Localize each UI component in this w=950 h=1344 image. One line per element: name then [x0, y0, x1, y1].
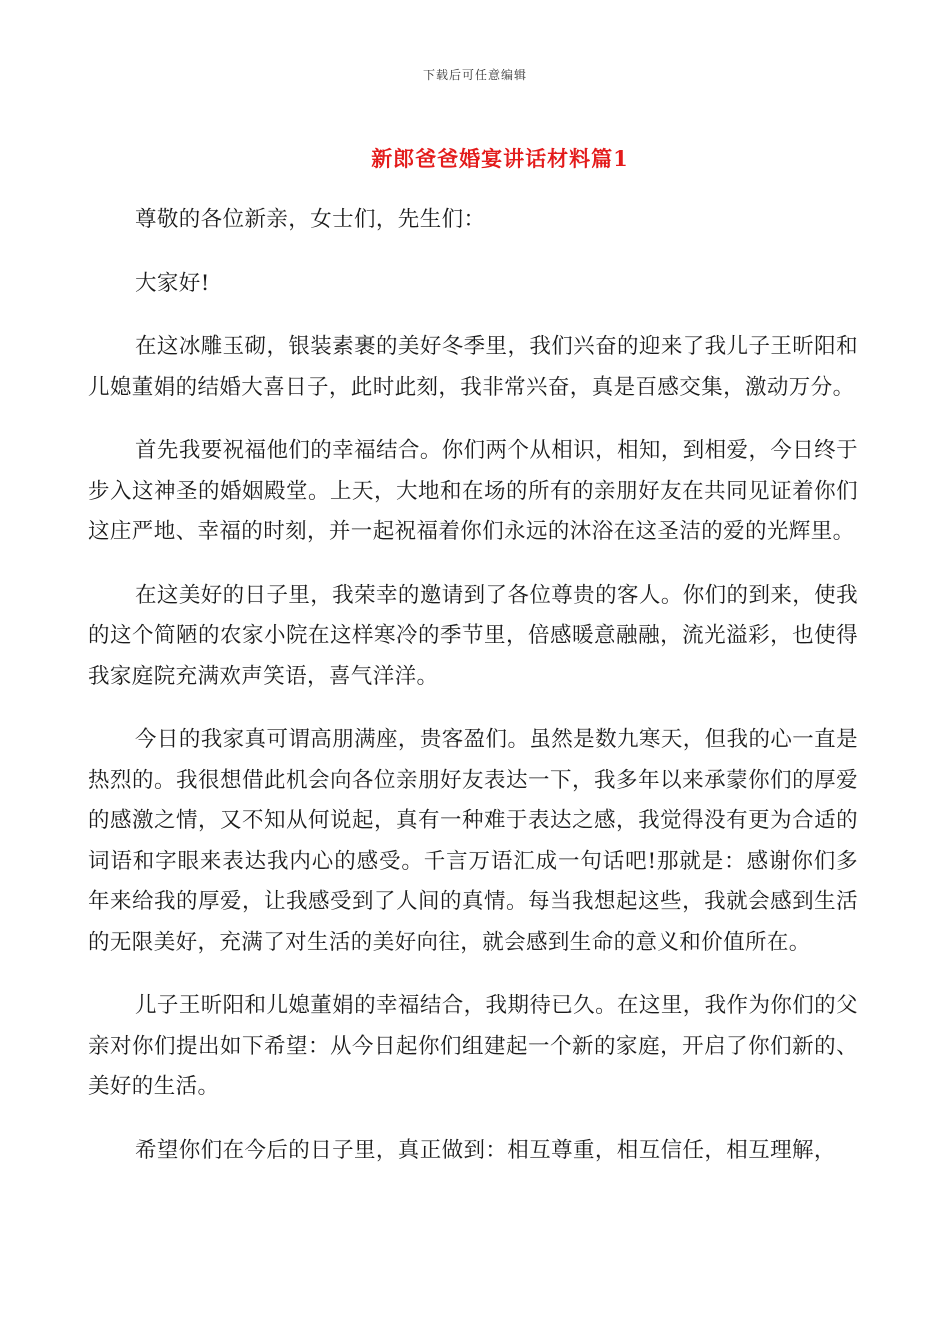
document-title: 新郎爸爸婚宴讲话材料篇1 [371, 146, 629, 171]
paragraph: 儿子王昕阳和儿媳董娟的幸福结合，我期待已久。在这里，我作为你们的父亲对你们提出如下希望：从今日起你们组建起一个新的家庭，开启了你们新的、美好的生活。 [88, 993, 858, 1099]
paragraph: 希望你们在今后的日子里，真正做到：相互尊重，相互信任，相互理解， [135, 1137, 836, 1163]
paragraph: 在这冰雕玉砌，银装素裹的美好冬季里，我们兴奋的迎来了我儿子王昕阳和儿媳董娟的结婚大喜日子，此时此刻，我非常兴奋，真是百感交集，激动万分。 [88, 334, 858, 400]
header-note: 下载后可任意编辑 [422, 68, 527, 82]
paragraph-salutation: 尊敬的各位新亲，女士们，先生们： [135, 207, 486, 232]
paragraph: 首先我要祝福他们的幸福结合。你们两个从相识，相知，到相爱，今日终于步入这神圣的婚姻殿堂。上天，大地和在场的所有的亲朋好友在共同见证着你们这庄严地、幸福的时刻，并一起祝福着你们永远的沐浴在这圣洁的爱的光辉里。 [88, 438, 858, 544]
paragraph: 今日的我家真可谓高朋满座，贵客盈们。虽然是数九寒天，但我的心一直是热烈的。我很想借此机会向各位亲朋好友表达一下，我多年以来承蒙你们的厚爱的感激之情，又不知从何说起，真有一种难于表达之感，我觉得没有更为合适的词语和字眼来表达我内心的感受。千言万语汇成一句话吧!那就是：感谢你们多年来给我的厚爱，让我感受到了人间的真情。每当我想起这些，我就会感到生活的无限美好，充满了对生活的美好向往，就会感到生命的意义和价值所在。 [88, 727, 858, 955]
paragraph: 在这美好的日子里，我荣幸的邀请到了各位尊贵的客人。你们的到来，使我的这个简陋的农家小院在这样寒冷的季节里，倍感暖意融融，流光溢彩，也使得我家庭院充满欢声笑语，喜气洋洋。 [88, 582, 858, 689]
paragraph-greeting: 大家好! [135, 270, 210, 296]
document-body [88, 200, 858, 1194]
